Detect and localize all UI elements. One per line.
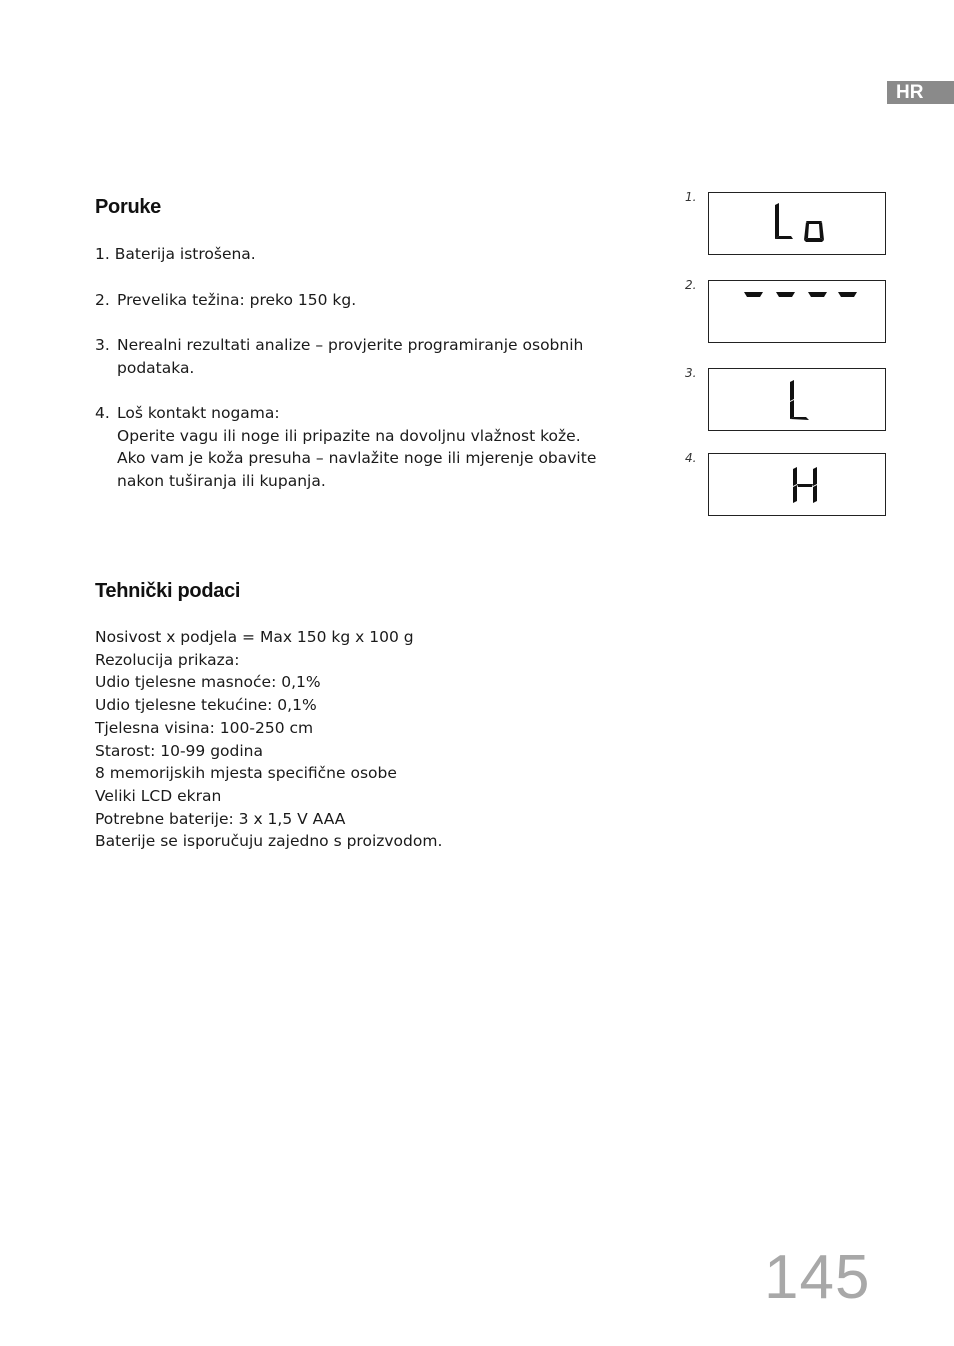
lcd-display-l <box>708 368 886 431</box>
spec-line: Tjelesna visina: 100-250 cm <box>95 718 314 737</box>
lcd-display-lo <box>708 192 886 255</box>
lcd-label-2: 2. <box>685 278 697 292</box>
message-item-1 <box>95 243 625 266</box>
message-line: nakon tuširanja ili kupanja. <box>117 471 326 490</box>
message-item-4 <box>95 402 635 492</box>
spec-line: Nosivost x podjela = Max 150 kg x 100 g <box>95 628 414 646</box>
message-line: Ako vam je koža presuha – navlažite noge ili mjerenje obavite <box>117 449 597 468</box>
lcd-display-dashes <box>708 280 886 343</box>
message-line: Loš kontakt nogama: <box>117 404 280 422</box>
message-number: 4. <box>95 404 110 422</box>
lcd-l-icon <box>709 369 887 432</box>
spec-line: Udio tjelesne tekućine: 0,1% <box>95 696 317 715</box>
page-number: 145 <box>764 1243 871 1312</box>
message-item-3 <box>95 334 615 379</box>
lcd-label-1: 1. <box>685 190 697 204</box>
tech-specs-list <box>95 626 442 853</box>
spec-line: Potrebne baterije: 3 x 1,5 V AAA <box>95 809 346 828</box>
spec-line: Veliki LCD ekran <box>95 786 222 805</box>
message-item-2 <box>95 289 625 312</box>
spec-line: Starost: 10-99 godina <box>95 741 263 760</box>
message-line: Operite vagu ili noge ili pripazite na dovoljnu vlažnost kože. <box>117 426 581 445</box>
spec-line: Rezolucija prikaza: <box>95 650 240 669</box>
message-number: 3. <box>95 336 110 354</box>
message-text: Baterija istrošena. <box>114 245 256 263</box>
message-text: Prevelika težina: preko 150 kg. <box>117 291 357 309</box>
lcd-label-4: 4. <box>685 451 697 465</box>
message-text: Nerealni rezultati analize – provjerite programiranje osobnih podataka. <box>117 336 584 377</box>
lcd-dashes-icon <box>709 281 887 344</box>
message-number: 2. <box>95 291 110 309</box>
lcd-lo-icon <box>709 193 887 256</box>
lcd-h-icon <box>709 454 887 517</box>
spec-line: Udio tjelesne masnoće: 0,1% <box>95 673 321 692</box>
lcd-display-h <box>708 453 886 516</box>
section-heading-poruke: Poruke <box>95 196 162 218</box>
spec-line: 8 memorijskih mjesta specifične osobe <box>95 764 397 783</box>
section-heading-tech: Tehnički podaci <box>95 580 241 602</box>
lcd-label-3: 3. <box>685 366 697 380</box>
language-tab: HR <box>887 81 954 104</box>
spec-line: Baterije se isporučuju zajedno s proizvodom. <box>95 832 443 851</box>
message-number: 1. <box>95 245 110 263</box>
